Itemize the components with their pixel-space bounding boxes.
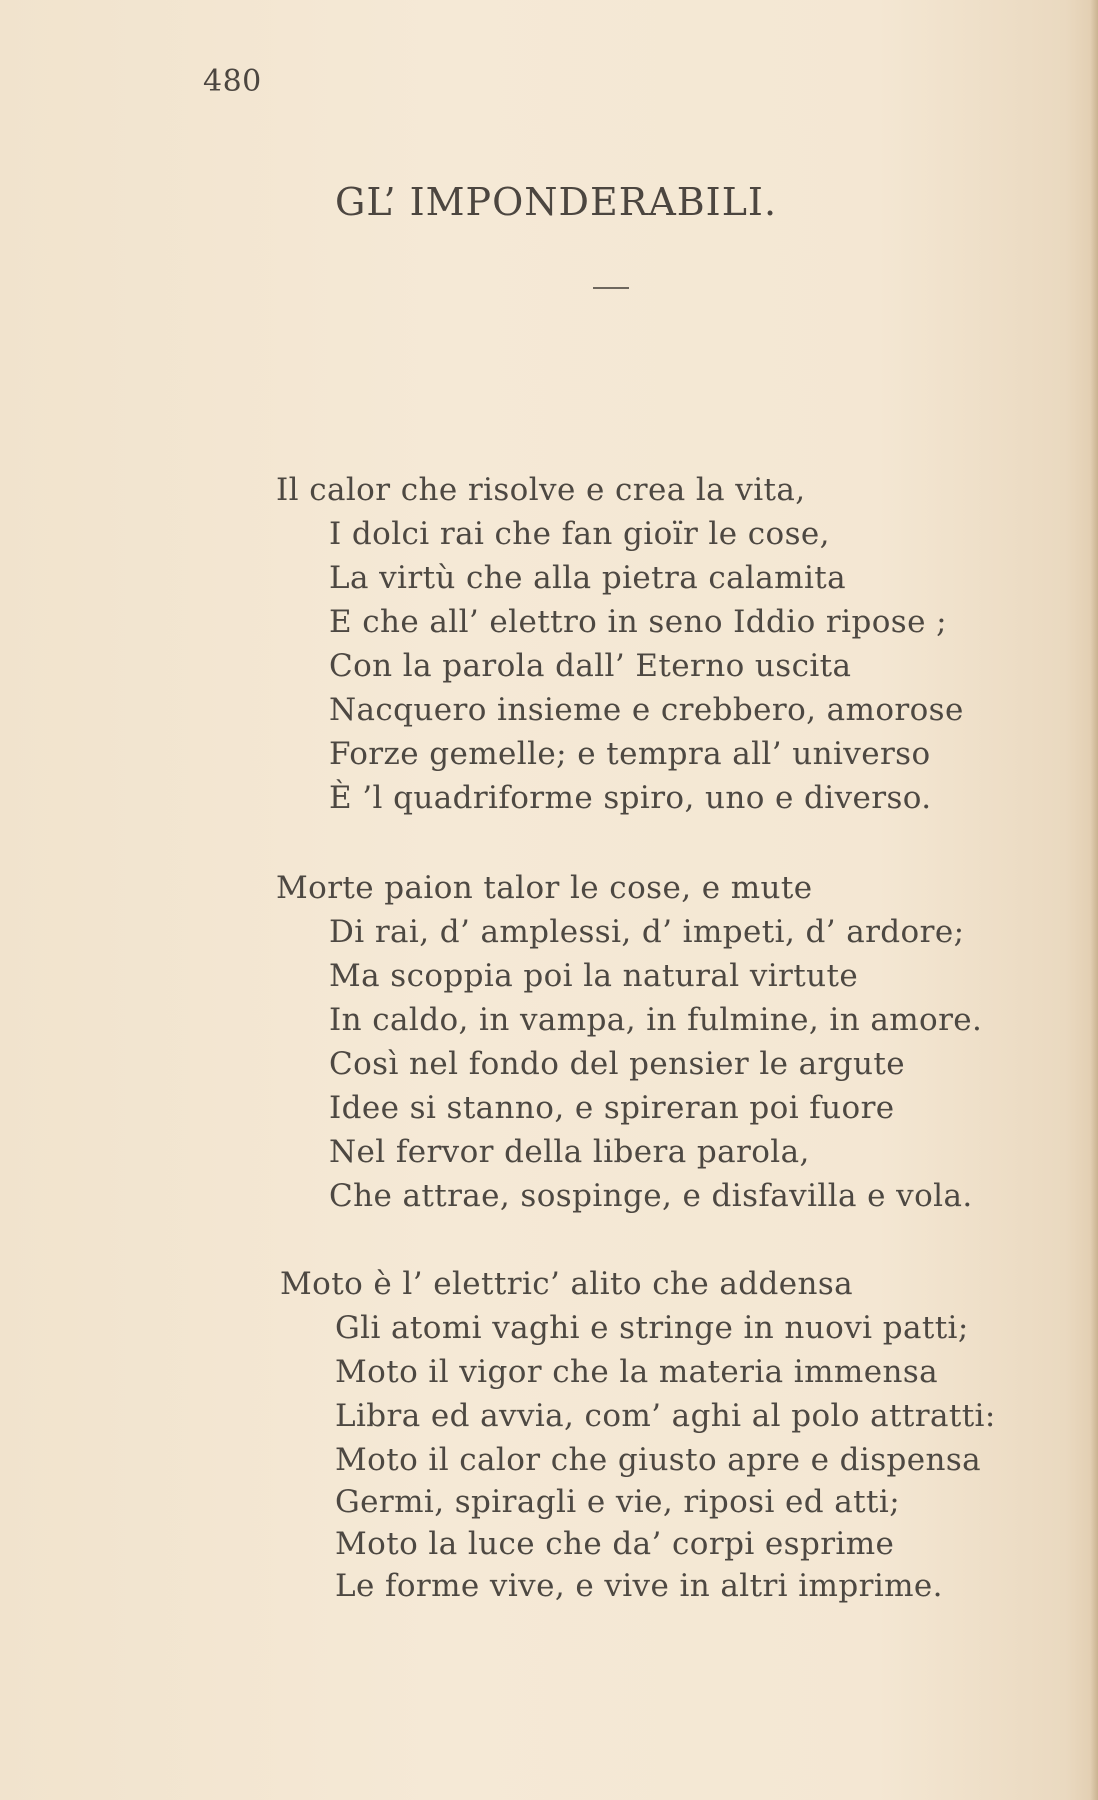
stanza-2-line-2: Di rai, d’ amplessi, d’ impeti, d’ ardore; (329, 914, 965, 950)
stanza-3-line-6: Germi, spiragli e vie, riposi ed atti; (335, 1484, 901, 1520)
stanza-1-line-5: Con la parola dall’ Eterno uscita (329, 648, 852, 684)
poem-title: GL’ IMPONDERABILI. (334, 180, 778, 224)
page-number: 480 (203, 64, 262, 99)
stanza-3-line-1: Moto è l’ elettric’ alito che addensa (280, 1266, 854, 1302)
stanza-1-line-4: E che all’ elettro in seno Iddio ripose ; (329, 604, 947, 640)
stanza-1-line-8: È ’l quadriforme spiro, uno e diverso. (329, 780, 932, 816)
stanza-1-line-2: I dolci rai che fan gioïr le cose, (329, 516, 830, 552)
stanza-2-line-4: In caldo, in vampa, in fulmine, in amore. (329, 1002, 983, 1038)
stanza-1-line-3: La virtù che alla pietra calamita (329, 560, 847, 596)
stanza-2-line-6: Idee si stanno, e spireran poi fuore (329, 1090, 895, 1126)
title-rule-divider (593, 287, 629, 289)
stanza-2-line-1: Morte paion talor le cose, e mute (276, 870, 813, 906)
stanza-3-line-2: Gli atomi vaghi e stringe in nuovi patti; (335, 1310, 969, 1346)
stanza-2-line-3: Ma scoppia poi la natural virtute (329, 958, 859, 994)
page-edge-shadow (1090, 0, 1098, 1800)
stanza-3-line-4: Libra ed avvia, com’ aghi al polo attratti: (335, 1398, 996, 1434)
stanza-3-line-5: Moto il calor che giusto apre e dispensa (335, 1442, 982, 1478)
stanza-2-line-8: Che attrae, sospinge, e disfavilla e vola. (329, 1178, 973, 1214)
stanza-3-line-8: Le forme vive, e vive in altri imprime. (335, 1568, 943, 1604)
stanza-3-line-3: Moto il vigor che la materia immensa (335, 1354, 939, 1390)
stanza-2-line-7: Nel fervor della libera parola, (329, 1134, 810, 1170)
stanza-1-line-1: Il calor che risolve e crea la vita, (276, 472, 806, 508)
stanza-1-line-7: Forze gemelle; e tempra all’ universo (329, 736, 931, 772)
stanza-2-line-5: Così nel fondo del pensier le argute (329, 1046, 905, 1082)
stanza-3-line-7: Moto la luce che da’ corpi esprime (335, 1526, 895, 1562)
stanza-1-line-6: Nacquero insieme e crebbero, amorose (329, 692, 964, 728)
